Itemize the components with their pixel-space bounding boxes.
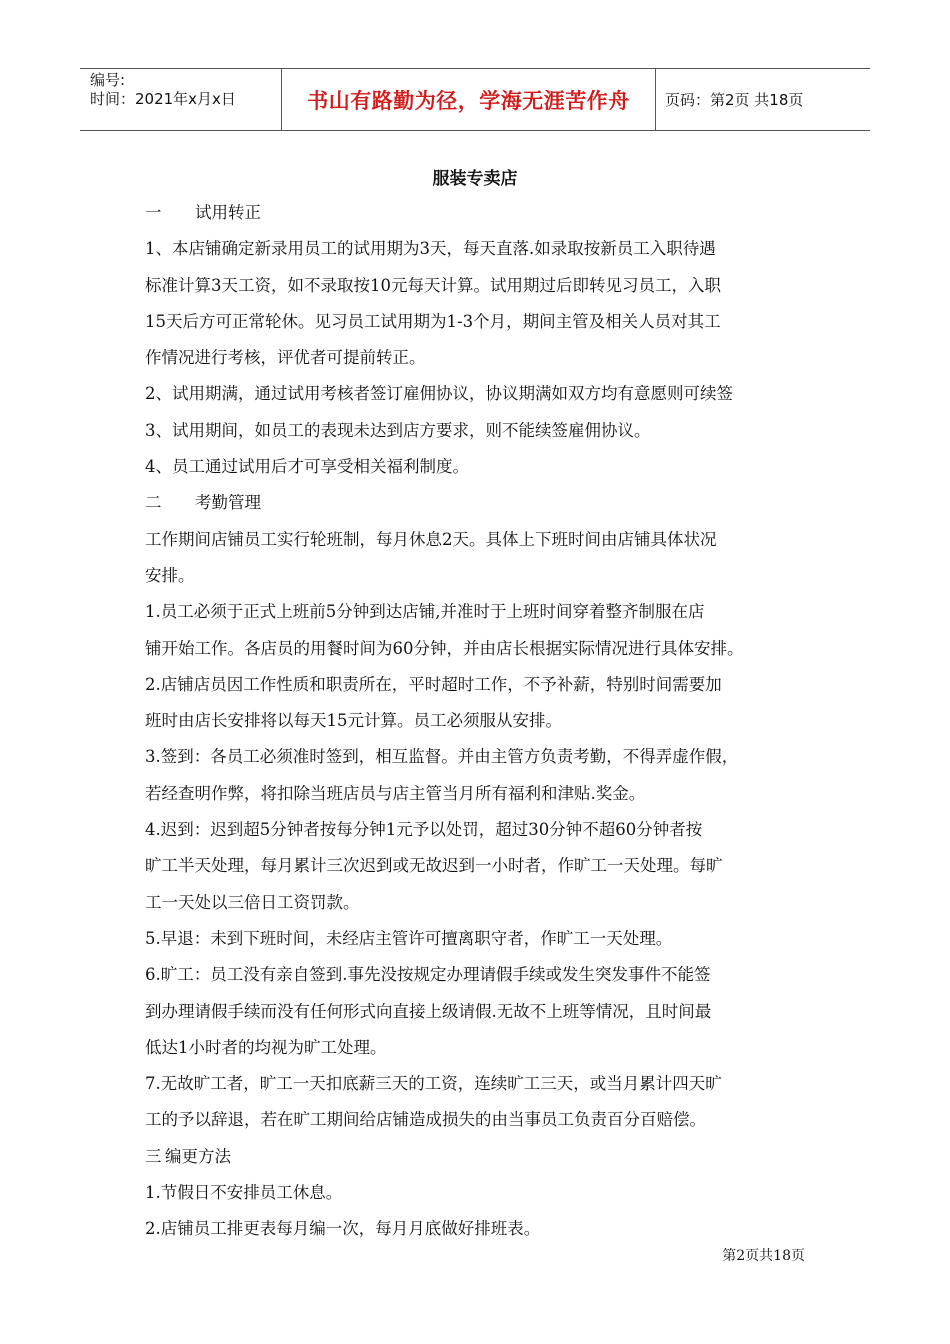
page-header [80, 68, 870, 131]
header-page-number: 页码：第2页 共18页 [665, 91, 804, 109]
document-body [145, 195, 815, 1248]
paragraph-line: 2、试用期满，通过试用考核者签订雇佣协议，协议期满如双方均有意愿则可续签 [145, 384, 733, 404]
paragraph-line: 7.无故旷工者，旷工一天扣底薪三天的工资，连续旷工三天，或当月累计四天旷 [145, 1074, 722, 1094]
section-number: 三 [145, 1146, 162, 1166]
paragraph-line: 5.早退：未到下班时间，未经店主管许可擅离职守者，作旷工一天处理。 [145, 928, 673, 948]
paragraph-line: 工作期间店铺员工实行轮班制，每月休息2天。具体上下班时间由店铺具体状况 [145, 529, 717, 549]
section-number: 一 [145, 203, 162, 222]
paragraph-line: 15天后方可正常轮休。见习员工试用期为1-3个月，期间主管及相关人员对其工 [145, 311, 721, 331]
section-title: 试用转正 [195, 203, 261, 222]
section-heading [145, 485, 815, 521]
header-meta-cell [80, 69, 282, 130]
paragraph-line: 标准计算3天工资，如不录取按10元每天计算。试用期过后即转见习员工，入职 [145, 275, 721, 295]
section-heading [145, 195, 815, 231]
header-motto-cell [282, 69, 656, 130]
paragraph-line: 若经查明作弊，将扣除当班店员与店主管当月所有福利和津贴.奖金。 [145, 783, 646, 803]
paragraph-line: 1.员工必须于正式上班前5分钟到达店铺,并准时于上班时间穿着整齐制服在店 [145, 602, 705, 622]
paragraph-line: 3.签到：各员工必须准时签到，相互监督。并由主管方负责考勤，不得弄虚作假， [145, 747, 739, 767]
paragraph-line: 到办理请假手续而没有任何形式向直接上级请假.无故不上班等情况，且时间最 [145, 1001, 712, 1021]
paragraph-line: 铺开始工作。各店员的用餐时间为60分钟，并由店长根据实际情况进行具体安排。 [145, 638, 744, 658]
page-footer: 第2页共18页 [722, 1248, 805, 1264]
paragraph-line: 班时由店长安排将以每天15元计算。员工必须服从安排。 [145, 711, 562, 731]
section-heading [145, 1139, 815, 1175]
section-title: 考勤管理 [195, 493, 261, 513]
paragraph-line: 低达1小时者的均视为旷工处理。 [145, 1037, 387, 1057]
document-title: 服装专卖店 [432, 169, 518, 189]
paragraph-line: 2.店铺店员因工作性质和职责所在，平时超时工作，不予补薪，特别时间需要加 [145, 674, 722, 694]
document-number-label: 编号: [90, 71, 126, 89]
paragraph-line: 2.店铺员工排更表每月编一次，每月月底做好排班表。 [145, 1219, 541, 1239]
section-number: 二 [145, 493, 162, 513]
paragraph-line: 安排。 [145, 565, 195, 585]
document-date: 时间：2021年x月x日 [90, 90, 236, 108]
paragraph-line: 1、本店铺确定新录用员工的试用期为3天，每天直落.如录取按新员工入职待遇 [145, 239, 716, 259]
paragraph-line: 6.旷工：员工没有亲自签到.事先没按规定办理请假手续或发生突发事件不能签 [145, 965, 711, 985]
paragraph-line: 4.迟到：迟到超5分钟者按每分钟1元予以处罚，超过30分钟不超60分钟者按 [145, 820, 703, 840]
paragraph-line: 工一天处以三倍日工资罚款。 [145, 892, 360, 912]
paragraph-line: 3、试用期间，如员工的表现未达到店方要求，则不能续签雇佣协议。 [145, 420, 651, 440]
section-title: 编更方法 [165, 1146, 231, 1166]
paragraph-line: 1.节假日不安排员工休息。 [145, 1183, 343, 1203]
paragraph-line: 4、员工通过试用后才可享受相关福利制度。 [145, 457, 469, 477]
paragraph-line: 作情况进行考核，评优者可提前转正。 [145, 348, 426, 368]
paragraph-line: 旷工半天处理，每月累计三次迟到或无故迟到一小时者，作旷工一天处理。每旷 [145, 856, 723, 876]
paragraph-line: 工的予以辞退，若在旷工期间给店铺造成损失的由当事员工负责百分百赔偿。 [145, 1110, 706, 1130]
header-motto: 书山有路勤为径，学海无涯苦作舟 [307, 88, 630, 113]
